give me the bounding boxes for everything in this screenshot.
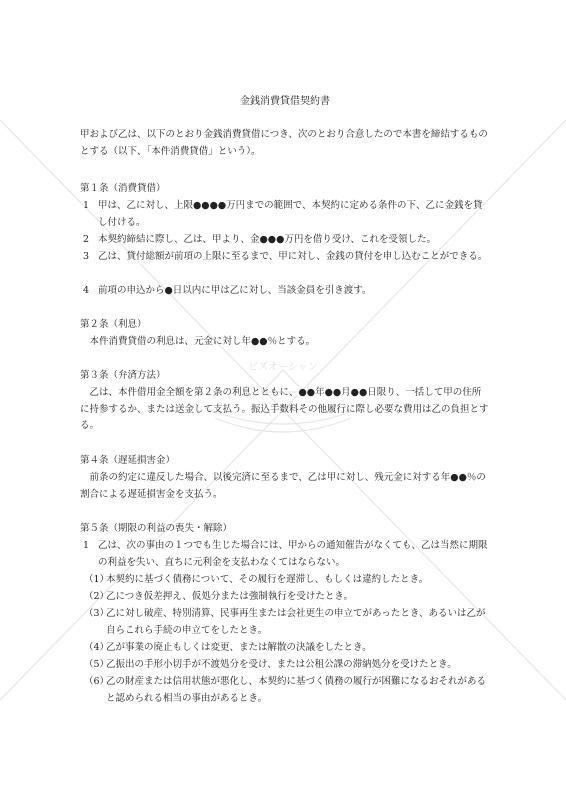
article-5-sub-6 <box>80 674 490 707</box>
item-number: 2 <box>83 234 90 245</box>
article-1-item-2 <box>80 232 490 249</box>
sub-number: （3） <box>84 608 110 619</box>
document-title: 金銭消費貸借契約書 <box>240 96 330 107</box>
item-text: 乙は、貸付総額が前項の上限に至るまで、甲に対し、金銭の貸付を申し込むことができる。 <box>98 251 488 262</box>
item-number: 1 <box>83 200 90 211</box>
article-5-heading: 第５条（期限の利益の喪失・解除） <box>80 523 233 534</box>
article-1-item-1 <box>80 198 490 231</box>
article-5-sub-5 <box>80 657 490 674</box>
item-text: 本契約締結に際し、乙は、甲より、金●●●万円を借り受け、これを受領した。 <box>98 234 436 245</box>
sub-text: 乙振出の手形小切手が不渡処分を受け、または公租公課の滞納処分を受けたとき。 <box>106 659 457 670</box>
sub-text: 本契約に基づく債務について、その履行を遅滞し、もしくは違約したとき。 <box>106 574 429 585</box>
sub-number: （5） <box>84 659 110 670</box>
article-1-item-3 <box>80 249 490 266</box>
sub-text: 乙につき仮差押え、仮処分または強制執行を受けたとき。 <box>106 591 354 602</box>
article-5-sub-3 <box>80 606 490 639</box>
sub-number: （4） <box>84 642 110 653</box>
article-1-heading: 第１条（消費貸借） <box>80 183 166 194</box>
article-3-heading: 第３条（弁済方法） <box>80 370 166 381</box>
article-5-sub-2 <box>80 589 490 606</box>
article-5-item-1 <box>80 538 490 571</box>
article-2-heading: 第２条（利息） <box>80 319 147 330</box>
article-5-sub-4 <box>80 640 490 657</box>
sub-number: （2） <box>84 591 110 602</box>
item-text: 乙は、次の事由の１つでも生じた場合には、甲からの通知催告がなくても、乙は当然に期限の利益を失い、直ちに元利金を支払わなくてはならない。 <box>98 540 488 568</box>
intro-paragraph: 甲および乙は、以下のとおり金銭消費貸借につき、次のとおり合意したので本書を締結するものとする（以下、「本件消費貸借」という）。 <box>80 129 488 157</box>
article-5-sub-1 <box>80 572 490 589</box>
article-2-text: 本件消費貸借の利息は、元金に対し年●●％とする。 <box>89 336 316 347</box>
item-number: 4 <box>83 285 90 296</box>
sub-text: 乙の財産または信用状態が悪化し、本契約に基づく債務の履行が困難になるおそれがあると認められる相当の事由があるとき。 <box>106 676 487 704</box>
article-4-text: 前条の約定に違反した場合、以後完済に至るまで、乙は甲に対し、残元金に対する年●●％の割合による遅延損害金を支払う。 <box>80 472 486 500</box>
item-text: 甲は、乙に対し、上限●●●●万円までの範囲で、本契約に定める条件の下、乙に金銭を貸し付ける。 <box>98 200 483 228</box>
item-number: 3 <box>83 251 90 262</box>
sub-text: 乙が事業の廃止もしくは変更、または解散の決議をしたとき。 <box>106 642 372 653</box>
sub-text: 乙に対し破産、特別清算、民事再生または会社更生の申立てがあったとき、あるいは乙が自らこれら手続の申立てをしたとき。 <box>106 608 486 636</box>
item-number: 1 <box>83 540 90 551</box>
sub-number: （6） <box>84 676 110 687</box>
sub-number: （1） <box>84 574 110 585</box>
article-4-heading: 第４条（遅延損害金） <box>80 455 176 466</box>
article-1-item-4 <box>80 283 490 300</box>
watermark-text: ビズオーシャン <box>248 362 318 373</box>
article-3-text: 乙は、本件借用金全額を第２条の利息とともに、●●年●●月●●日限り、一括して甲の住所に持参するか、または送金して支払う。振込手数料その他履行に際し必要な費用は乙の負担とする。 <box>80 387 489 431</box>
item-text: 前項の申込から●日以内に甲は乙に対し、当該金員を引き渡す。 <box>98 285 372 296</box>
